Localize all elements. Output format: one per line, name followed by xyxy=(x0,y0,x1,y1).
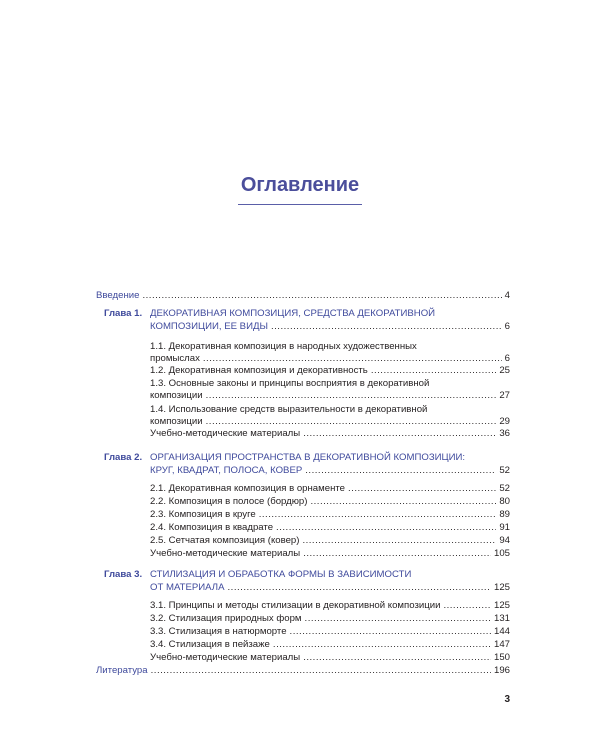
dot-leader xyxy=(290,626,491,638)
toc-page-number: 89 xyxy=(499,509,510,520)
chapter-label: Глава 3. xyxy=(104,569,143,580)
dot-leader xyxy=(206,390,497,402)
toc-entry-intro[interactable] xyxy=(96,290,510,302)
toc-page-number: 125 xyxy=(493,600,510,611)
toc-entry-title: 2.1. Декоративная композиция в орнаменте xyxy=(150,483,345,494)
toc-page-number: 36 xyxy=(499,428,510,439)
toc-page-number: 105 xyxy=(493,548,510,559)
toc-entry-chapter-2[interactable] xyxy=(150,465,510,477)
toc-entry-title: Учебно-методические материалы xyxy=(150,652,301,663)
chapter-title-cont: КРУГ, КВАДРАТ, ПОЛОСА, КОВЕР xyxy=(150,465,303,476)
toc-entry[interactable] xyxy=(150,428,510,440)
toc-entry[interactable] xyxy=(150,652,510,664)
toc-entry-title: Введение xyxy=(96,290,140,301)
toc-page-number: 80 xyxy=(499,496,510,507)
dot-leader xyxy=(305,613,491,625)
toc-page-number: 29 xyxy=(499,416,510,427)
toc-page-number: 25 xyxy=(499,365,510,376)
toc-entry-title-cont: композиции xyxy=(150,390,203,401)
toc-entry-chapter-3[interactable] xyxy=(150,582,510,594)
toc-entry[interactable] xyxy=(150,483,510,495)
dot-leader xyxy=(142,290,501,302)
toc-entry-title: 3.1. Принципы и методы стилизации в декоративной композиции xyxy=(150,600,441,611)
dot-leader xyxy=(303,428,496,440)
toc-entry-title[interactable]: 1.3. Основные законы и принципы восприятия в декоративной xyxy=(150,378,430,389)
chapter-title[interactable]: ОРГАНИЗАЦИЯ ПРОСТРАНСТВА В ДЕКОРАТИВНОЙ КОМПОЗИЦИИ: xyxy=(150,452,466,463)
toc-entry-title: 3.2. Стилизация природных форм xyxy=(150,613,302,624)
chapter-title-cont: КОМПОЗИЦИИ, ЕЕ ВИДЫ xyxy=(150,321,268,332)
toc-entry-title: Литература xyxy=(96,665,148,676)
toc-entry-title[interactable]: 1.1. Декоративная композиция в народных художественных xyxy=(150,341,417,352)
toc-entry-literature[interactable] xyxy=(96,665,510,677)
toc-page-number: 196 xyxy=(493,665,510,676)
toc-entry-title: 2.4. Композиция в квадрате xyxy=(150,522,274,533)
toc-entry-title-cont: композиции xyxy=(150,416,203,427)
toc-entry-title: 2.2. Композиция в полосе (бордюр) xyxy=(150,496,308,507)
toc-page-number: 52 xyxy=(499,465,510,476)
dot-leader xyxy=(206,416,497,428)
toc-entry[interactable] xyxy=(150,509,510,521)
dot-leader xyxy=(151,665,491,677)
dot-leader xyxy=(302,535,496,547)
dot-leader xyxy=(303,548,491,560)
toc-entry-title: 2.5. Сетчатая композиция (ковер) xyxy=(150,535,300,546)
dot-leader xyxy=(273,639,491,651)
chapter-label: Глава 1. xyxy=(104,308,143,319)
dot-leader xyxy=(271,321,502,333)
toc-entry-title: 3.3. Стилизация в натюрморте xyxy=(150,626,287,637)
toc-entry-chapter-1[interactable] xyxy=(150,321,510,333)
toc-entry[interactable] xyxy=(150,626,510,638)
toc-page-number: 131 xyxy=(493,613,510,624)
toc-entry-title: Учебно-методические материалы xyxy=(150,548,301,559)
dot-leader xyxy=(203,353,502,365)
toc-entry-title[interactable]: 1.4. Использование средств выразительности в декоративной xyxy=(150,404,428,415)
toc-page-number: 27 xyxy=(499,390,510,401)
toc-entry[interactable] xyxy=(150,639,510,651)
toc-page-number: 147 xyxy=(493,639,510,650)
chapter-title-cont: ОТ МАТЕРИАЛА xyxy=(150,582,225,593)
dot-leader xyxy=(259,509,497,521)
toc-page-number: 150 xyxy=(493,652,510,663)
page-number: 3 xyxy=(504,694,510,705)
toc-entry-title: 2.3. Композиция в круге xyxy=(150,509,256,520)
dot-leader xyxy=(310,496,496,508)
dot-leader xyxy=(443,600,491,612)
toc-entry[interactable] xyxy=(150,600,510,612)
toc-page-number: 94 xyxy=(499,535,510,546)
toc-page-number: 6 xyxy=(504,353,510,364)
toc-entry-title: Учебно-методические материалы xyxy=(150,428,301,439)
toc-page-number: 6 xyxy=(504,321,510,332)
toc-entry[interactable] xyxy=(150,522,510,534)
toc-page-number: 91 xyxy=(499,522,510,533)
toc-entry-title: 3.4. Стилизация в пейзаже xyxy=(150,639,270,650)
dot-leader xyxy=(228,582,491,594)
toc-entry[interactable] xyxy=(150,548,510,560)
toc-entry[interactable] xyxy=(150,535,510,547)
toc-entry-title: 1.2. Декоративная композиция и декоративность xyxy=(150,365,368,376)
chapter-label: Глава 2. xyxy=(104,452,143,463)
dot-leader xyxy=(371,365,497,377)
toc-entry[interactable] xyxy=(150,496,510,508)
toc-entry[interactable] xyxy=(150,353,510,365)
dot-leader xyxy=(348,483,496,495)
toc-page-number: 4 xyxy=(504,290,510,301)
dot-leader xyxy=(303,652,491,664)
toc-entry[interactable] xyxy=(150,416,510,428)
toc-page-number: 125 xyxy=(493,582,510,593)
toc-page-number: 52 xyxy=(499,483,510,494)
toc-entry-title-cont: промыслах xyxy=(150,353,200,364)
toc-entry[interactable] xyxy=(150,390,510,402)
chapter-title[interactable]: СТИЛИЗАЦИЯ И ОБРАБОТКА ФОРМЫ В ЗАВИСИМОСТИ xyxy=(150,569,412,580)
chapter-title[interactable]: ДЕКОРАТИВНАЯ КОМПОЗИЦИЯ, СРЕДСТВА ДЕКОРАТИВНОЙ xyxy=(150,308,436,319)
toc-entry[interactable] xyxy=(150,365,510,377)
toc-entry[interactable] xyxy=(150,613,510,625)
toc-page-number: 144 xyxy=(493,626,510,637)
page-title: Оглавление xyxy=(240,174,360,196)
dot-leader xyxy=(305,465,496,477)
dot-leader xyxy=(276,522,496,534)
